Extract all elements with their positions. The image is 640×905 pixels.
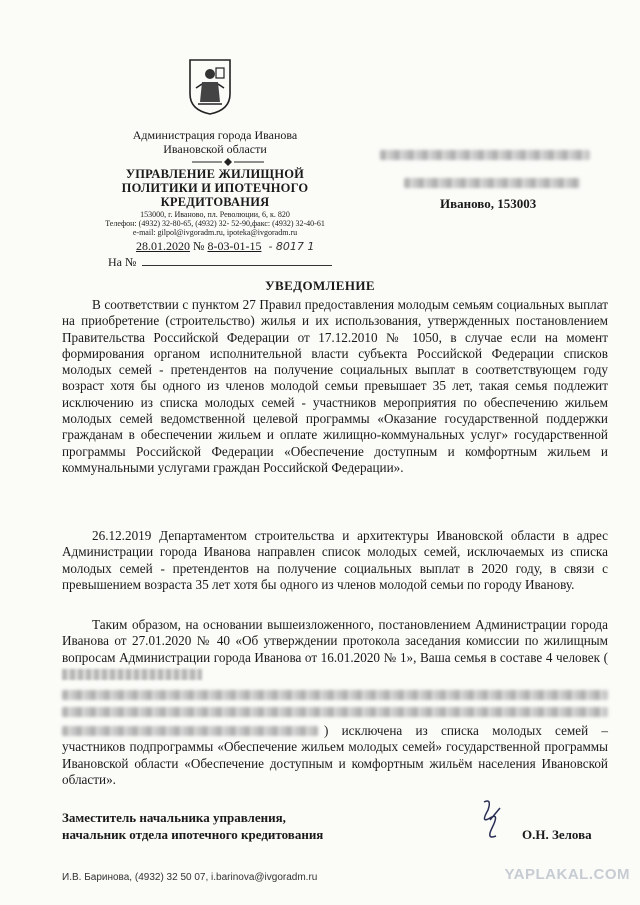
handwritten-signature-icon <box>470 796 510 846</box>
paragraph-1: В соответствии с пунктом 27 Правил предоставления молодым семьям социальных выплат на приобретение (строительство) жилья и их использования, утвержденных постановлением Правительства Российской Федерации от 17.12.2010 № 1050, в случае если на момент формирования органом исполнительной власти субъекта Российской Федерации списков молодых семей - претендентов на получение социальных выплат в соответствующем году возраст хотя бы одного из членов молодой семьи превышает 35 лет, такая семья подлежит исключению из списка молодых семей - участников мероприятия по обеспечению жильем молодых семей ведомственной целевой программы «Оказание государственной поддержки гражданам в обеспечении жильем и оплате жилищно-коммунальных услуг» государственной программы Российской Федерации «Обеспечение доступным и комфортным жильем и коммунальными услугами граждан Российской Федерации». <box>62 297 608 475</box>
divider-diamond <box>192 158 264 166</box>
admin-name: Администрация города Иванова <box>132 128 298 142</box>
recipient-city: Иваново, 153003 <box>440 196 537 211</box>
family-names-redacted-1 <box>62 690 608 700</box>
contact-footer: И.В. Баринова, (4932) 32 50 07, i.barinova@ivgoradm.ru <box>62 872 318 883</box>
reply-to-label: На № <box>108 255 137 269</box>
reply-to-line <box>108 255 332 270</box>
reply-to-blank <box>142 255 332 266</box>
department-name: УПРАВЛЕНИЕ ЖИЛИЩНОЙ ПОЛИТИКИ И ИПОТЕЧНОГО КРЕДИТОВАНИЯ <box>121 167 309 209</box>
paragraph-3 <box>62 617 608 682</box>
recipient-redacted-1 <box>380 150 590 160</box>
family-names-redacted-2 <box>62 707 608 717</box>
paragraph-4 <box>62 723 608 788</box>
department-address: 153000, г. Иваново, пл. Революции, 6, к. 820 <box>140 210 290 219</box>
reg-date: 28.01.2020 <box>136 239 190 253</box>
recipient-redacted-2 <box>404 178 580 188</box>
paragraph-3-text: Таким образом, на основании вышеизложенного, постановлением Администрации города Иванова от 27.01.2020 № 40 «Об утверждении протокола заседания комиссии по жилищным вопросам Администрации города Иванова от 16.01.2020 № 1», Ваша семья в составе 4 человек ( <box>62 617 608 665</box>
reg-no-label: № <box>193 239 205 253</box>
paragraph-2: 26.12.2019 Департаментом строительства и архитектуры Ивановской области в адрес Администрации города Иванова направлен список молодых семей, исключаемых из списка молодых семей - претендентов на получение социальных выплат в 2020 году, в связи с превышением возраста 35 лет хотя бы одного из членов молодой семьи по городу Иванову. <box>62 528 608 592</box>
registration-line <box>136 239 314 254</box>
department-phones: Телефон: (4932) 32-80-65, (4932) 32- 52-90,факс: (4932) 32-40-61 <box>105 219 325 228</box>
document-title: УВЕДОМЛЕНИЕ <box>265 278 375 293</box>
signer-name: О.Н. Зелова <box>522 827 592 842</box>
department-email: e-mail: gilpol@ivgoradm.ru, ipoteka@ivgoradm.ru <box>132 228 298 237</box>
site-watermark: YAPLAKAL.COM <box>504 866 630 883</box>
signer-title-1: Заместитель начальника управления, <box>62 810 286 825</box>
signer-title-2: начальник отдела ипотечного кредитования <box>62 827 324 842</box>
paragraph-4-text: ) исключена из списка молодых семей – участников подпрограммы «Обеспечение жильем молодых семей» государственной программы Ивановской области «Обеспечение доступным и комфортным жильём населения Ивановской области». <box>62 723 608 787</box>
family-names-redacted-inline <box>62 669 202 680</box>
admin-region: Ивановской области <box>163 142 267 156</box>
reg-handwritten: - 8017 1 <box>268 240 315 253</box>
coat-of-arms-icon <box>188 58 232 116</box>
reg-number: 8-03-01-15 <box>207 239 262 253</box>
